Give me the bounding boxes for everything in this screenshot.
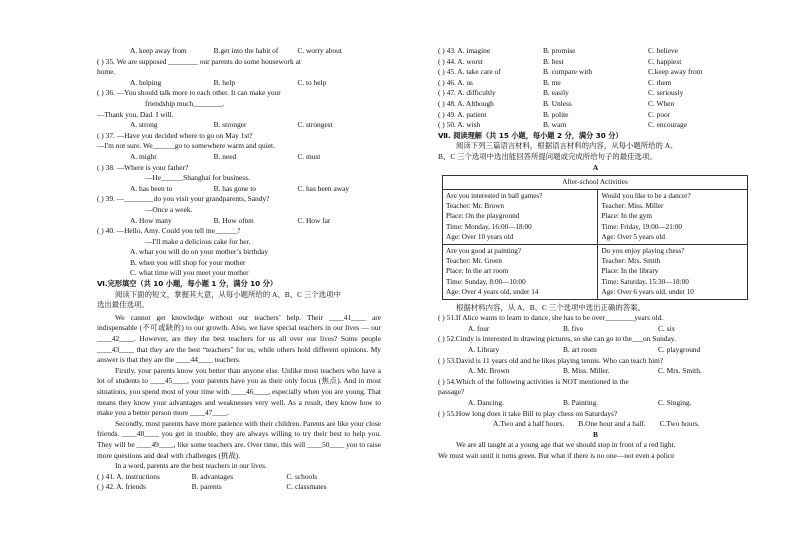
option-b: B. need	[213, 151, 237, 161]
q44-options	[438, 57, 753, 68]
option-c: C. How far	[297, 215, 331, 225]
activity-cell	[598, 189, 748, 244]
q45-options	[438, 67, 753, 78]
passage-a-label: A	[592, 162, 599, 172]
option-c: C.keep away from	[648, 67, 703, 77]
section-6-instruction: 阅读下面的短文，掌握其大意，从每小题所给的 A、B、C 三个选项中	[115, 289, 341, 299]
q45-option-a: ( ) 45. A. take care of	[438, 67, 501, 77]
option-a: A. How many	[130, 215, 172, 225]
cloze-passage-paragraph: Firstly, your parents know you better than anyone else. Unlike most teachers who have a lot of students to ____45____, your parents have you as their only focus (焦点). And in most situations, you spend most of your time with ____46____, especially when you are young. That means they know your advantages and weaknesses very well. As a result, they know how to make you a better person more ____47____.	[97, 365, 381, 418]
option-a: A. has been to	[130, 183, 173, 193]
q37-stem-cont: —I'm not sure. We______go to somewhere warm and quiet.	[97, 141, 275, 151]
left-column	[97, 46, 381, 493]
q42-options	[97, 482, 381, 493]
activity-teacher: Teacher: Mr. Green	[446, 256, 502, 265]
activity-time: Time: Monday, 16:00—18:00	[446, 222, 532, 231]
option-a: A. Library	[468, 344, 500, 354]
q39-options	[97, 216, 381, 227]
option-c: C. When	[648, 98, 675, 108]
option-c: C. seriously	[648, 88, 684, 98]
option-a: A. helping	[130, 77, 162, 87]
q40-stem: ( ) 40. —Hello, Amy. Could you tell me______?	[97, 226, 241, 236]
activity-question: Are you good at painting?	[446, 246, 522, 255]
q40-option-c: C. what time will you meet your mother	[130, 268, 249, 278]
activity-time: Time: Saturday, 15:30—18:00	[601, 277, 689, 286]
q54-options	[438, 398, 753, 409]
q36-stem-reply: —Thank you, Dad. I will.	[97, 109, 174, 119]
option-b: B.get into the habit of	[213, 46, 279, 55]
section-7-instruction-cont: B、C 三个选项中选出能回答所提问题或完成所给句子的最佳选项。	[438, 151, 657, 161]
activity-place: Place: In the library	[601, 267, 659, 276]
option-c: C. schools	[286, 471, 318, 481]
q35-options	[97, 78, 381, 89]
option-b: B. How often	[213, 215, 254, 225]
cloze-passage-paragraph: We cannot get knowledge without our teachers’ help. Their ____41____ are indispensable (不可或缺的) to our growth. Also, we have special teachers in our lives — our ____42____. However, are they the best teachers for us all over our lives? Some people ____43____ that they are the best “teachers” for us, while others hold different opinions. My answer is that they are the ____44____ teachers.	[97, 312, 381, 365]
q34-options	[97, 46, 381, 57]
q49-options	[438, 110, 753, 121]
q43-option-a: ( ) 43. A. imagine	[438, 46, 491, 55]
option-b: B. help	[213, 77, 236, 87]
option-b: B. parents	[191, 482, 222, 492]
activity-time: Time: Sunday, 8:00—10:00	[446, 277, 526, 286]
option-a: A.Two and a half hours.	[493, 419, 565, 429]
option-b: B. advantages	[191, 471, 234, 481]
option-a: A. Dancing.	[468, 397, 504, 407]
option-b: B. compare with	[543, 67, 593, 77]
q54-stem-cont: passage?	[438, 387, 465, 397]
activity-place: Place: On the playground	[446, 212, 520, 221]
passage-b-line: We must wait until it turns green. But what if there is no one—not even a police	[438, 450, 675, 460]
table-title: After-school Activities	[443, 176, 748, 189]
q48-options	[438, 99, 753, 110]
option-b: B. five	[563, 323, 584, 333]
section-7-title: Ⅶ. 阅读理解（共 15 小题，每小题 2 分，满分 30 分）	[438, 130, 623, 140]
q46-options	[438, 78, 753, 89]
passage-b-line: We are all taught at a young age that we should stop in front of a red light.	[456, 440, 676, 450]
q37-stem: ( ) 37. —Have you decided where to go on May 1st?	[97, 130, 253, 140]
option-b: B. promise	[543, 46, 576, 55]
option-b: B. Unless	[543, 98, 572, 108]
activity-age: Age: Over 4 years old, under 14	[446, 288, 539, 297]
option-c: C. worry about	[297, 46, 342, 55]
q36-stem-cont: friendship much________.	[145, 98, 225, 108]
q43-options	[438, 46, 753, 57]
q46-option-a: ( ) 46. A. us	[438, 77, 473, 87]
option-b: B. warn	[543, 120, 567, 130]
q39-stem-cont: —Once a week.	[145, 204, 193, 214]
option-c: C. must	[297, 151, 321, 161]
q38-options	[97, 184, 381, 195]
option-b: B. stronger	[213, 120, 247, 130]
q47-options	[438, 88, 753, 99]
option-b: B. Miss. Miller.	[563, 366, 610, 376]
q35-stem: ( ) 35. We are supposed ________ our parents do some housework at	[97, 56, 301, 66]
q39-stem: ( ) 39. —________do you visit your grandparents, Sandy?	[97, 194, 270, 204]
q36-options	[97, 120, 381, 131]
reading-a-instruction: 根据材料内容，从 A、B、C 三个选项中选出正确的答案。	[456, 302, 645, 312]
activity-question: Are you interested in ball games?	[446, 191, 543, 200]
option-c: C. six	[658, 323, 676, 333]
option-c: C. to help	[297, 77, 327, 87]
activity-age: Age: Over 10 years old	[446, 233, 514, 242]
q37-options	[97, 152, 381, 163]
option-b: B. easily	[543, 88, 569, 98]
activity-age: Age: Over 6 years old, under 10	[601, 288, 694, 297]
option-c: C. playground	[658, 344, 701, 354]
option-c: C. them	[648, 77, 672, 87]
q50-options	[438, 120, 753, 131]
activity-cell	[443, 189, 598, 244]
activity-question: Would you like to be a dancer?	[601, 191, 691, 200]
option-b: B. me	[543, 77, 561, 87]
q52-stem: ( ) 52.Cindy is interested in drawing pictures, so she can go to the___on Sunday.	[438, 334, 676, 344]
option-a: A. four	[468, 323, 490, 333]
q51-stem: ( ) 51.If Alice wants to learn to dance, she has to be over________years old.	[438, 313, 664, 323]
activity-cell	[443, 244, 598, 299]
cloze-passage-paragraph: In a word, parents are the best teachers in our lives.	[115, 461, 267, 471]
q53-options	[438, 366, 753, 377]
option-c: C. believe	[648, 46, 678, 55]
activity-teacher: Teacher: Mr. Brown	[446, 201, 504, 210]
option-b: B. Painting.	[563, 397, 599, 407]
q40-option-b: B. when you will shop for your mother	[130, 257, 246, 267]
q38-stem: ( ) 38. —Where is your father?	[97, 162, 189, 172]
option-b: B. best	[543, 56, 564, 66]
activity-age: Age: Over 5 years old	[601, 233, 665, 242]
option-c: C. Mrs. Smith.	[658, 366, 702, 376]
q47-option-a: ( ) 47. A. difficultly	[438, 88, 496, 98]
activity-teacher: Teacher: Miss. Miller	[601, 201, 664, 210]
q40-stem-cont: —I'll make a delicious cake for her.	[145, 236, 251, 246]
option-c: C. classmates	[286, 482, 327, 492]
q50-option-a: ( ) 50. A. wish	[438, 120, 481, 130]
q54-stem: ( ) 54.Which of the following activities is NOT mentioned in the	[438, 376, 629, 386]
q35-stem-cont: home.	[97, 67, 116, 77]
right-column	[438, 46, 753, 462]
q55-stem: ( ) 55.How long does it take Bill to play chess on Saturdays?	[438, 408, 618, 418]
q55-options	[438, 419, 753, 430]
q48-option-a: ( ) 48. A. Although	[438, 98, 494, 108]
section-6-instruction-cont: 选出最佳选项。	[97, 300, 149, 310]
passage-b-label: B	[593, 429, 598, 439]
activities-table	[442, 175, 748, 299]
activity-time: Time: Friday, 19:00—21:00	[601, 222, 683, 231]
section-6-title: Ⅵ.完形填空（共 10 小题，每小题 1 分，满分 10 分）	[97, 279, 278, 289]
option-c: C.Two hours.	[659, 419, 700, 429]
option-a: A. strong	[130, 120, 158, 130]
q36-stem: ( ) 36. —You should talk more to each other. It can make your	[97, 88, 281, 98]
option-b: B. has gone to	[213, 183, 256, 193]
activity-cell	[598, 244, 748, 299]
q41-option-a: ( ) 41. A. instructions	[97, 471, 160, 481]
q53-stem: ( ) 53.David is 11 years old and he likes playing tennis. Who can teach him?	[438, 355, 664, 365]
option-c: C. happiest	[648, 56, 682, 66]
option-a: A. keep away from	[130, 46, 187, 55]
activity-place: Place: In the art room	[446, 267, 509, 276]
q44-option-a: ( ) 44. A. worst	[438, 56, 483, 66]
option-c: C. strongest	[297, 120, 333, 130]
cloze-passage-paragraph: Secondly, most parents have more patience with their children. Parents are like your close friends. ____48____ you get in trouble, they are always willing to try their best to help you. They will be ____49____, like some teachers are. Over time, this will ____50____ you to raise more questions and deal with challenges (挑战).	[97, 418, 381, 460]
option-c: C. has been away	[297, 183, 350, 193]
q41-options	[97, 472, 381, 483]
option-c: C. poor	[648, 109, 671, 119]
q49-option-a: ( ) 49. A. patient	[438, 109, 487, 119]
activity-teacher: Teacher: Mrs. Smith	[601, 256, 661, 265]
option-c: C. encourage	[648, 120, 687, 130]
option-a: A. might	[130, 151, 157, 161]
option-b: B. polite	[543, 109, 569, 119]
activity-question: Do you enjoy playing chess?	[601, 246, 685, 255]
q42-option-a: ( ) 42. A. friends	[97, 482, 146, 492]
q52-options	[438, 345, 753, 356]
activity-place: Place: In the gym	[601, 212, 652, 221]
q40-option-a: A. what you will do on your mother’s birthday	[130, 247, 269, 257]
option-c: C. Singing.	[658, 397, 692, 407]
option-a: A. Mr. Brown	[468, 366, 510, 376]
option-b: B. art room	[563, 344, 597, 354]
q38-stem-cont: —He______Shanghai for business.	[145, 173, 250, 183]
option-b: B.One hour and a half.	[578, 419, 646, 429]
q51-options	[438, 324, 753, 335]
section-7-instruction: 阅读下列三篇语言材料，根据语言材料的内容，从每小题所给的 A、	[456, 141, 678, 151]
